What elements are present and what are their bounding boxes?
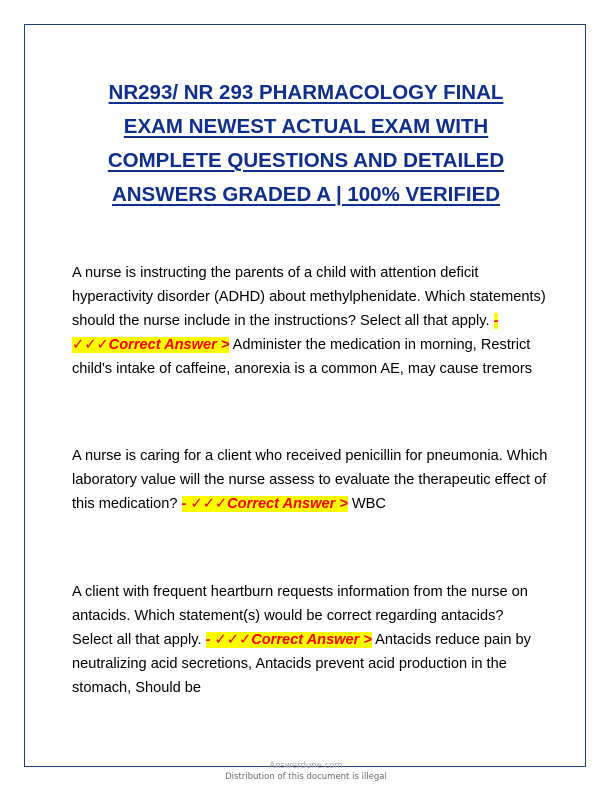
- answer-text: WBC: [351, 496, 386, 512]
- correct-answer-marker: - ✓✓✓Correct Answer >: [72, 313, 499, 353]
- correct-answer-marker: - ✓✓✓Correct Answer >: [181, 496, 348, 512]
- answer-text: Administer the medication in morning, Restrict child's intake of caffeine, anorexia is a common AE, may cause tremors: [72, 337, 533, 377]
- qa-item-1: [72, 261, 548, 381]
- answer-text: Antacids reduce pain by neutralizing acid secretions, Antacids prevent acid production in the stomach, Should be: [72, 632, 531, 696]
- question-text: A client with frequent heartburn requests information from the nurse on antacids. Which statement(s) would be correct regarding antacids? Select all that apply.: [72, 584, 528, 648]
- title-line-4: ANSWERS GRADED A | 100% VERIFIED: [111, 183, 501, 206]
- qa-item-2: [72, 444, 548, 516]
- title-line-1: NR293/ NR 293 PHARMACOLOGY FINAL: [108, 81, 504, 104]
- correct-answer-marker: - ✓✓✓Correct Answer >: [205, 632, 372, 648]
- question-text: A nurse is instructing the parents of a child with attention deficit hyperactivity disorder (ADHD) about methylphenidate. Which statements) should the nurse include in the instructions? Select all that apply.: [72, 265, 546, 329]
- qa-item-3: [72, 580, 548, 700]
- footer-site-watermark: Answerdune.com: [269, 761, 343, 771]
- footer-distribution-note: Distribution of this document is illegal: [225, 772, 387, 782]
- title-line-2: EXAM NEWEST ACTUAL EXAM WITH: [123, 115, 489, 138]
- question-text: A nurse is caring for a client who received penicillin for pneumonia. Which laboratory value will the nurse assess to evaluate the therapeutic effect of this medication?: [72, 448, 548, 512]
- title-line-3: COMPLETE QUESTIONS AND DETAILED: [107, 149, 505, 172]
- document-title: [40, 76, 572, 212]
